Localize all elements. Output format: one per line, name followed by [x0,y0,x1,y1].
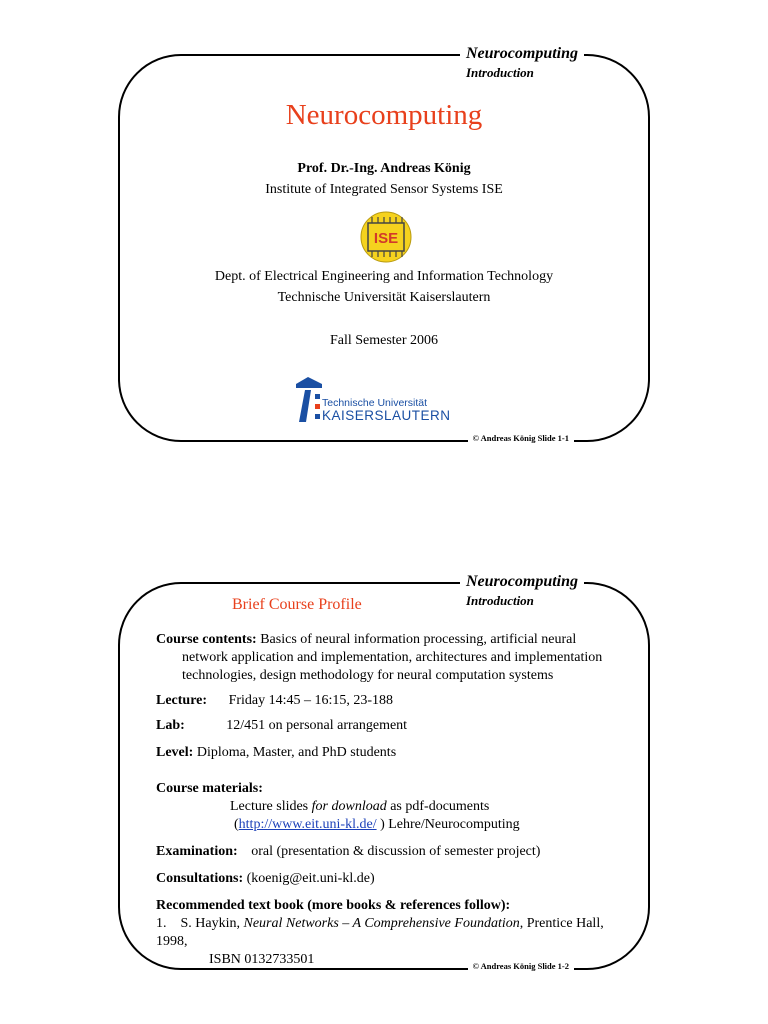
course-contents-continuation: network application and implementation, architectures and implementation technologies, design methodology for neural computation systems [182,650,603,683]
book-title: Neural Networks – A Comprehensive Foundation [243,916,520,931]
consultations-text: (koenig@eit.uni-kl.de) [243,871,375,886]
slide-title: Brief Course Profile [232,596,362,613]
materials-pre: Lecture slides [230,799,312,814]
tu-logo-line2: KAISERSLAUTERN [322,408,451,423]
institute-name: Institute of Integrated Sensor Systems ISE [265,182,503,197]
ise-logo [359,211,413,263]
materials-post: as pdf-documents [386,799,490,814]
slide-1-footer: © Andreas König Slide 1-1 [468,434,574,443]
course-profile-body [156,631,632,969]
examination-label: Examination: [156,844,238,859]
slide-2-footer: © Andreas König Slide 1-2 [468,962,574,971]
lab-row [156,717,632,735]
header-title: Neurocomputing [466,573,579,590]
book-author: S. Haykin, [180,916,244,931]
lecture-row [156,692,632,710]
slide-2 [118,573,650,971]
tu-kaiserslautern-logo [294,376,454,424]
consultations-row [156,870,632,888]
university-name: Technische Universität Kaiserslautern [277,290,491,305]
lecture-label: Lecture: [156,693,208,708]
book-publisher: , Prentice Hall, 1998, [156,916,604,949]
slide-title: Neurocomputing [285,99,483,131]
lecture-text: Friday 14:45 – 16:15, 23-188 [228,693,394,708]
slide-2-header [460,574,584,607]
department-name: Dept. of Electrical Engineering and Information Technology [214,269,554,284]
slide-1-header [460,46,584,79]
course-materials-line2 [156,816,632,834]
lab-label: Lab: [156,718,185,733]
header-title: Neurocomputing [466,45,579,62]
materials-emphasis: for download [311,799,387,814]
course-contents [156,631,632,649]
tu-logo-mark [294,376,324,424]
book-isbn: ISBN 0132733501 [209,952,315,967]
course-materials-label [156,780,632,798]
book-entry-1 [156,915,632,951]
materials-open-paren: ( [234,817,239,832]
level-label: Level: [156,745,194,760]
consultations-label: Consultations: [156,871,244,886]
examination-text: oral (presentation & discussion of semester project) [251,844,541,859]
course-materials-line1 [156,798,632,816]
lab-text: 12/451 on personal arrangement [226,718,408,733]
slide-1 [118,45,650,443]
examination-row [156,843,632,861]
course-contents-text: Basics of neural information processing, artificial neural [256,632,577,647]
level-text: Diploma, Master, and PhD students [196,745,397,760]
semester: Fall Semester 2006 [329,333,439,348]
course-website-link[interactable]: http://www.eit.uni-kl.de/ [238,817,377,832]
ise-logo-text: ISE [373,230,399,247]
header-subtitle: Introduction [466,593,534,608]
recommended-books-heading [156,897,632,915]
level-row [156,744,632,762]
course-materials-heading: Course materials: [156,781,263,796]
professor-name: Prof. Dr.-Ing. Andreas König [297,161,471,176]
recommended-books-label: Recommended text book (more books & references follow): [156,898,511,913]
course-contents-label: Course contents: [156,632,257,647]
materials-after: ) Lehre/Neurocomputing [376,817,520,832]
tu-logo-line1: Technische Universität [322,397,428,409]
book-number: 1. [156,916,167,931]
header-subtitle: Introduction [466,65,534,80]
